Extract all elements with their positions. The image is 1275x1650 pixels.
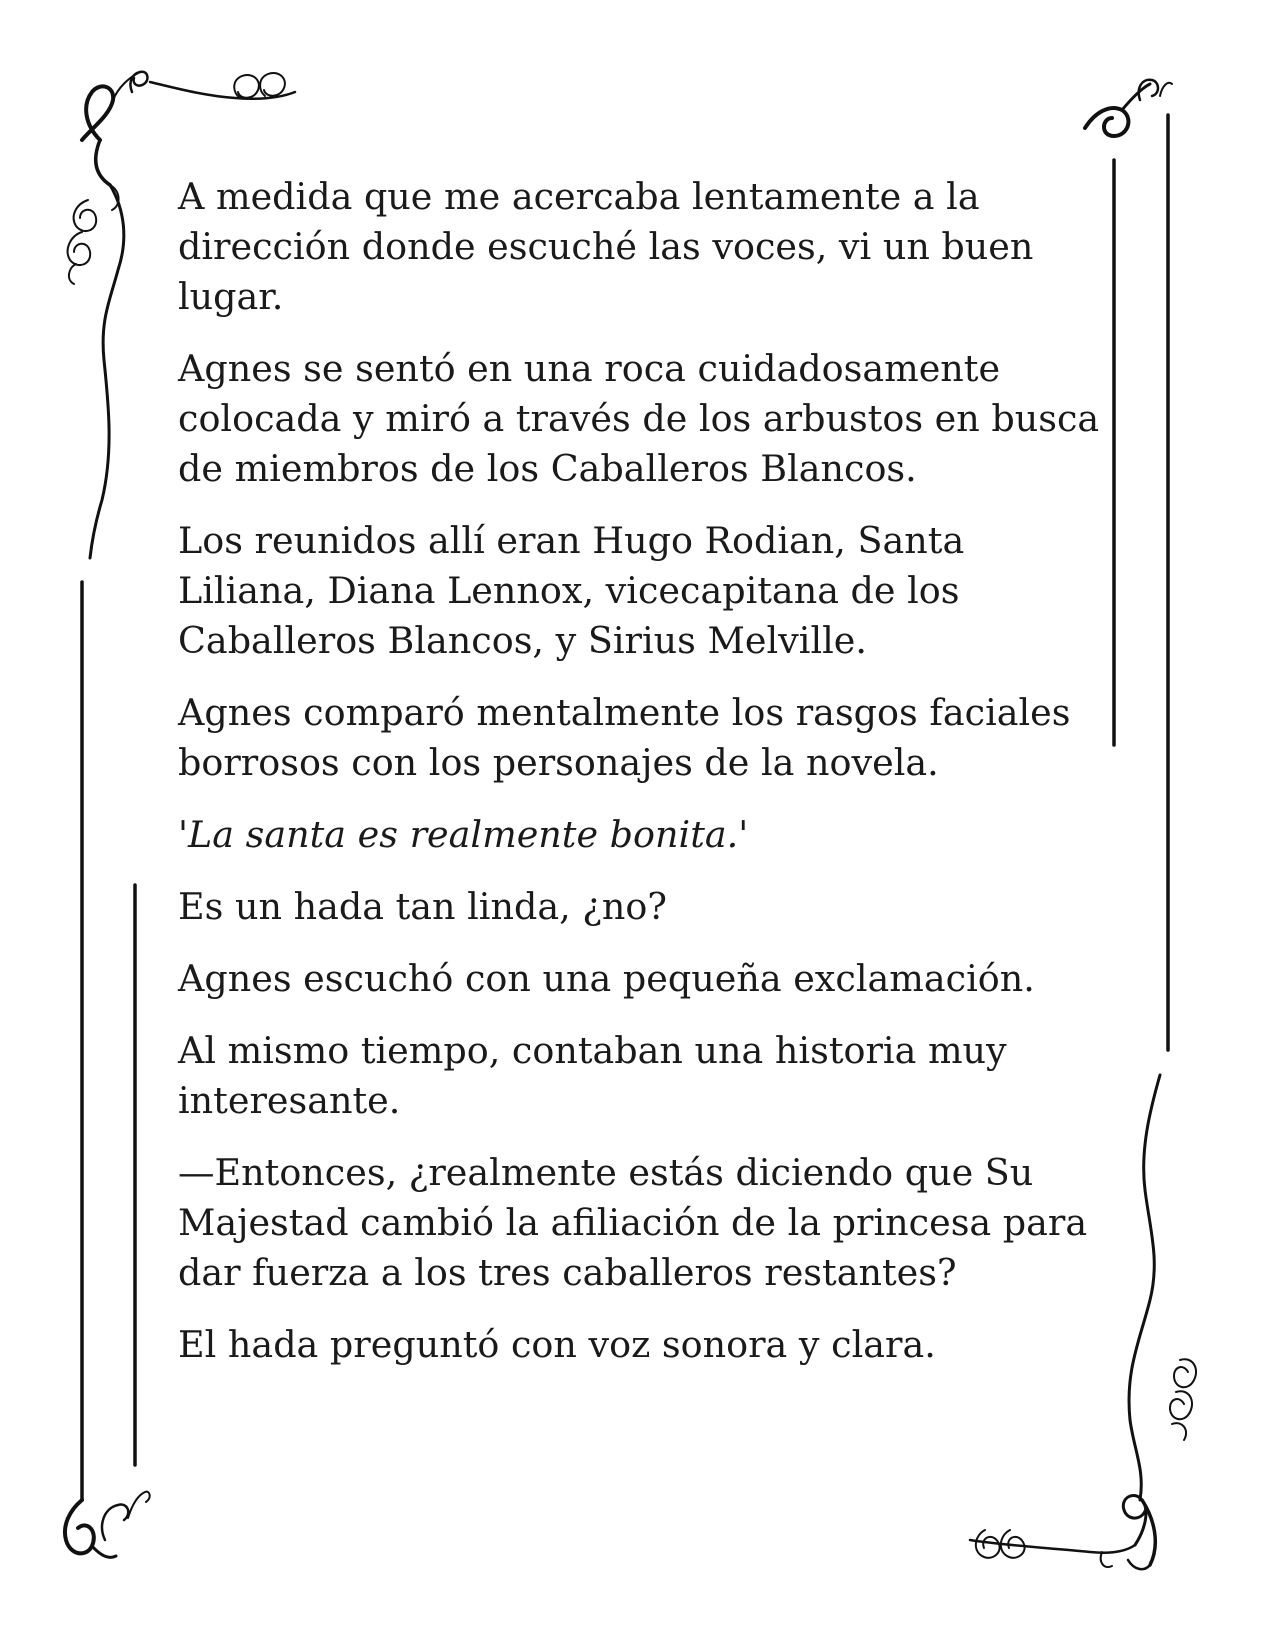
- paragraph: Agnes se sentó en una roca cuidadosamente colocada y miró a través de los arbustos en busca de miembros de los Caballeros Blancos.: [178, 347, 1100, 490]
- text-block: [178, 172, 1108, 1392]
- flourish-right-lower-icon: [1129, 1075, 1196, 1500]
- paragraph: Al mismo tiempo, contaban una historia muy interesante.: [178, 1029, 1007, 1122]
- paragraph: —Entonces, ¿realmente estás diciendo que Su Majestad cambió la afiliación de la princesa para dar fuerza a los tres caballeros restantes?: [178, 1151, 1088, 1294]
- paragraph: Es un hada tan linda, ¿no?: [178, 885, 667, 928]
- paragraph: Agnes comparó mentalmente los rasgos faciales borrosos con los personajes de la novela.: [178, 691, 1071, 784]
- paragraph: El hada preguntó con voz sonora y clara.: [178, 1323, 936, 1366]
- paragraph: A medida que me acercaba lentamente a la dirección donde escuché las voces, vi un buen lugar.: [178, 175, 1034, 318]
- paragraph: Los reunidos allí eran Hugo Rodian, Santa Liliana, Diana Lennox, vicecapitana de los Caballeros Blancos, y Sirius Melville.: [178, 519, 965, 662]
- flourish-top-right-icon: [1085, 80, 1172, 136]
- flourish-bottom-right-icon: [970, 1495, 1155, 1569]
- paragraph: 'La santa es realmente bonita.': [178, 813, 749, 856]
- paragraph: Agnes escuchó con una pequeña exclamación.: [178, 957, 1035, 1000]
- flourish-bottom-left-icon: [65, 1492, 150, 1558]
